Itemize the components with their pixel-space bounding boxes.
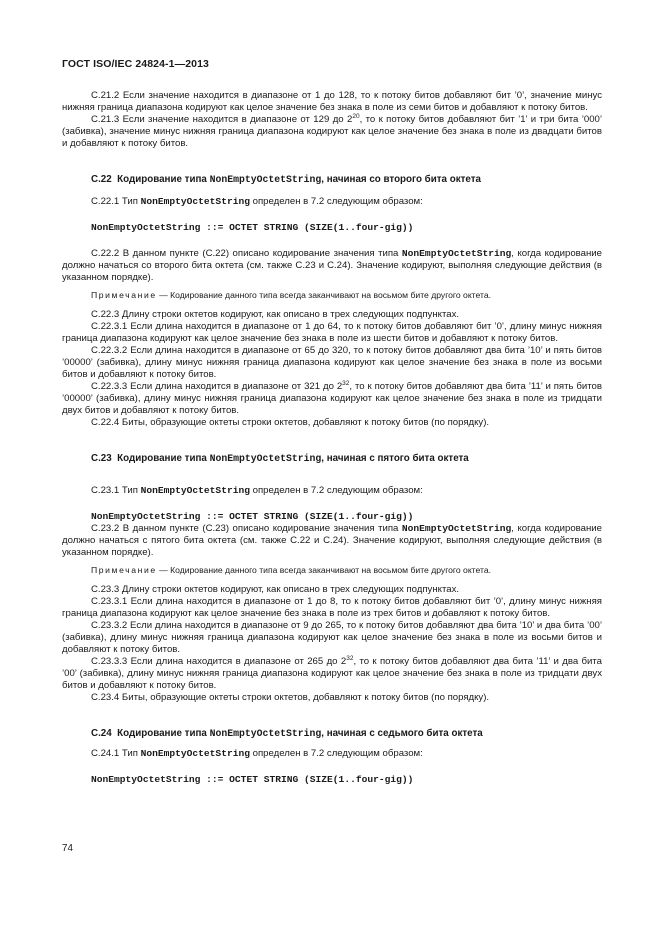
paragraph-c23-1: C.23.1 Тип NonEmptyOctetString определен в 7.2 следующим образом: — [91, 485, 423, 496]
paragraph-c22-3-1: C.22.3.1 Если длина находится в диапазоне от 1 до 64, то к потоку битов добавляют бит ’0’, длину минус нижняя граница диапазона кодируют как целое значение без знака в поле из шести битов и добавляют к потоку битов. — [62, 321, 602, 344]
paragraph-c23-3-2: C.23.3.2 Если длина находится в диапазоне от 9 до 265, то к потоку битов добавляют два бита ’10’ и два бита ’00’ (забивка), длину минус нижняя граница диапазона кодируют как целое значение без знака в поле из восьми битов и добавляют к потоку битов. — [62, 620, 602, 655]
paragraph-c22-1: C.22.1 Тип NonEmptyOctetString определен в 7.2 следующим образом: — [91, 196, 423, 207]
paragraph-c24-1: C.24.1 Тип NonEmptyOctetString определен в 7.2 следующим образом: — [91, 748, 423, 759]
paragraph-c23-3: C.23.3 Длину строки октетов кодируют, как описано в трех следующих подпунктах. — [91, 584, 460, 595]
paragraph-c22-4: C.22.4 Биты, образующие октеты строки октетов, добавляют к потоку битов (по порядку). — [91, 417, 490, 428]
code-definition-c24: NonEmptyOctetString ::= OCTET STRING (SIZE(1..four-gig)) — [91, 774, 414, 785]
document-body — [62, 90, 602, 786]
note-c23: Примечание — Кодирование данного типа всегда заканчивают на восьмом бите другого октета. — [91, 565, 492, 575]
code-definition-c23: NonEmptyOctetString ::= OCTET STRING (SIZE(1..four-gig)) — [91, 511, 414, 522]
paragraph-c22-3-2: C.22.3.2 Если длина находится в диапазоне от 65 до 320, то к потоку битов добавляют два бита ’10’ и пять битов ’00000’ (забивка), длину минус нижняя граница диапазона кодируют как целое значение без знака в поле из восьми битов и добавляют к потоку битов. — [62, 345, 602, 380]
paragraph-c21-3: C.21.3 Если значение находится в диапазоне от 129 до $2^{20}$, то к потоку битов добавляют бит ’1’ и три бита ’000’ (забивка), значение минус нижняя граница диапазона кодируют как целое значение без знака в поле из двадцати битов и добавляют к потоку битов. — [62, 113, 602, 149]
section-heading-c23: C.23 Кодирование типа NonEmptyOctetString, начиная с пятого бита октета — [91, 453, 469, 464]
paragraph-c23-4: C.23.4 Биты, образующие октеты строки октетов, добавляют к потоку битов (по порядку). — [91, 692, 490, 703]
section-heading-c24: C.24 Кодирование типа NonEmptyOctetString, начиная с седьмого бита октета — [91, 728, 483, 739]
paragraph-c23-3-1: C.23.3.1 Если длина находится в диапазоне от 1 до 8, то к потоку битов добавляют бит ’0’, длину минус нижняя граница диапазона кодируют как целое значение без знака в поле из трех битов и добавляют к потоку битов. — [62, 596, 602, 619]
paragraph-c22-3-3: C.22.3.3 Если длина находится в диапазоне от 321 до $2^{32}$, то к потоку битов добавляют два бита ’11’ и пять битов ’00000’ (забивка), длину минус нижняя граница диапазона кодируют как целое значение без знака в поле из тридцати двух битов и добавляют к потоку битов. — [62, 380, 602, 416]
paragraph-c23-2: C.23.2 В данном пункте (C.23) описано кодирование значения типа NonEmptyOctetString, когда кодирование должно начаться с пятого бита октета (см. также C.22 и C.24). Значение кодируют, выполняя следующие действия (в указанном порядке). — [62, 523, 602, 558]
paragraph-c22-2: C.22.2 В данном пункте (C.22) описано кодирование значения типа NonEmptyOctetString, когда кодирование должно начаться со второго бита октета (см. также C.23 и C.24). Значение кодируют, выполняя следующие действия (в указанном порядке). — [62, 248, 602, 283]
code-definition-c22: NonEmptyOctetString ::= OCTET STRING (SIZE(1..four-gig)) — [91, 222, 414, 233]
paragraph-c21-2: C.21.2 Если значение находится в диапазоне от 1 до 128, то к потоку битов добавляют бит ’0’, значение минус нижняя граница диапазона кодируют как целое значение без знака в поле из семи битов и добавляют к потоку битов. — [62, 90, 602, 113]
note-c22: Примечание — Кодирование данного типа всегда заканчивают на восьмом бите другого октета. — [91, 290, 492, 300]
document-header: ГОСТ ISO/IEC 24824-1—2013 — [62, 58, 209, 70]
paragraph-c23-3-3: C.23.3.3 Если длина находится в диапазоне от 265 до $2^{32}$, то к потоку битов добавляют два бита ’11’ и два бита ’00’ (забивка), длину минус нижняя граница диапазона кодируют как целое значение без знака в поле из тридцати двух битов и добавляют к потоку битов. — [62, 655, 602, 691]
paragraph-c22-3: C.22.3 Длину строки октетов кодируют, как описано в трех следующих подпунктах. — [91, 309, 460, 320]
page-number: 74 — [62, 843, 73, 854]
section-heading-c22: C.22 Кодирование типа NonEmptyOctetString, начиная со второго бита октета — [91, 174, 481, 185]
